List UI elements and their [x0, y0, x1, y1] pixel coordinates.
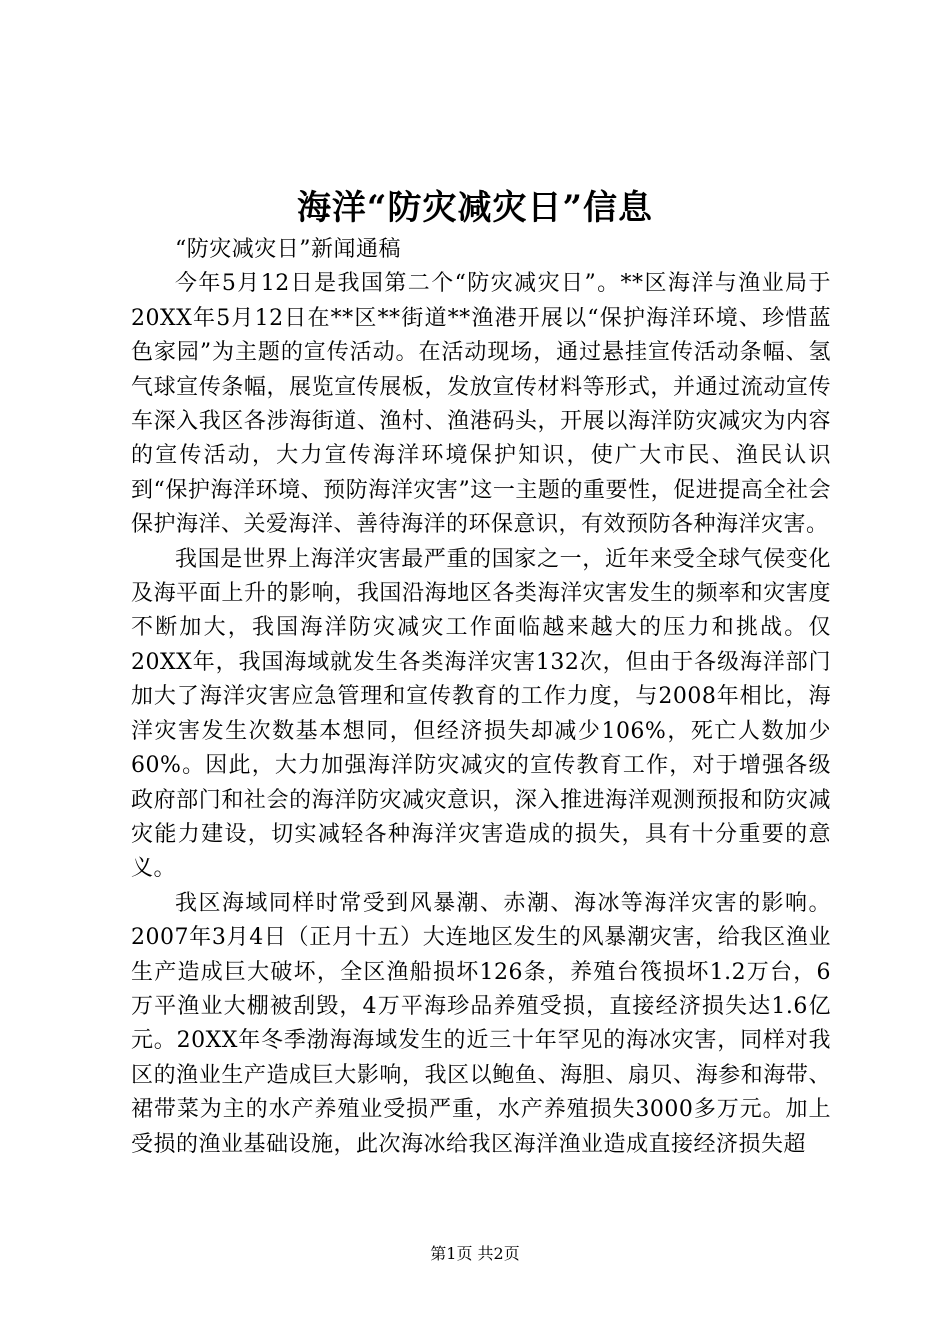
body-paragraph-2: 我国是世界上海洋灾害最严重的国家之一，近年来受全球气侯变化及海平面上升的影响，我国沿海地区各类海洋灾害发生的频率和灾害度不断加大，我国海洋防灾减灾工作面临越来越大的压力和挑战。仅20XX年，我国海域就发生各类海洋灾害132次，但由于各级海洋部门加大了海洋灾害应急管理和宣传教育的工作力度，与2008年相比，海洋灾害发生次数基本想同，但经济损失却减少106%，死亡人数加少60%。因此，大力加强海洋防灾减灾的宣传教育工作，对于增强各级政府部门和社会的海洋防灾减灾意识，深入推进海洋观测预报和防灾减灾能力建设，切实减轻各种海洋灾害造成的损失，具有十分重要的意义。 — [131, 546, 831, 882]
document-title: 海洋“防灾减灾日”信息 — [296, 188, 654, 228]
document-body — [131, 233, 831, 1162]
page-number-footer: 第1页 共2页 — [430, 1244, 520, 1263]
document-subheading: “防灾减灾日”新闻通稿 — [175, 237, 401, 262]
body-paragraph-1: 今年5月12日是我国第二个“防灾减灾日”。**区海洋与渔业局于20XX年5月12日在**区**街道**渔港开展以“保护海洋环境、珍惜蓝色家园”为主题的宣传活动。在活动现场，通过悬挂宣传活动条幅、氢气球宣传条幅，展览宣传展板，发放宣传材料等形式，并通过流动宣传车深入我区各涉海街道、渔村、渔港码头，开展以海洋防灾减灾为内容的宣传活动，大力宣传海洋环境保护知识，使广大市民、渔民认识到“保护海洋环境、预防海洋灾害”这一主题的重要性，促进提高全社会保护海洋、关爱海洋、善待海洋的环保意识，有效预防各种海洋灾害。 — [131, 271, 831, 538]
body-paragraph-3: 我区海域同样时常受到风暴潮、赤潮、海冰等海洋灾害的影响。2007年3月4日（正月十五）大连地区发生的风暴潮灾害，给我区渔业生产造成巨大破坏，全区渔船损坏126条，养殖台筏损坏1.2万台，6万平渔业大棚被刮毁，4万平海珍品养殖受损，直接经济损失达1.6亿元。20XX年冬季渤海海域发生的近三十年罕见的海冰灾害，同样对我区的渔业生产造成巨大影响，我区以鲍鱼、海胆、扇贝、海参和海带、裙带菜为主的水产养殖业受损严重，水产养殖损失3000多万元。加上受损的渔业基础设施，此次海冰给我区海洋渔业造成直接经济损失超 — [131, 890, 831, 1157]
